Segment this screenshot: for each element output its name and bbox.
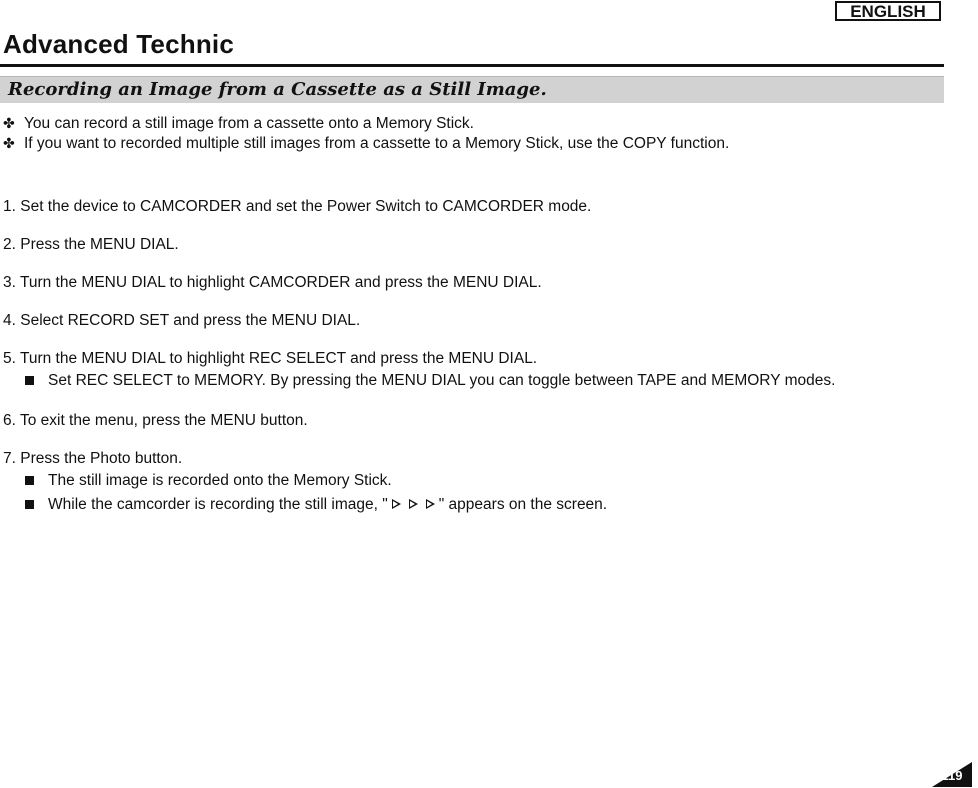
note-text: If you want to recorded multiple still images from a cassette to a Memory Stick, use the COPY function. [24,135,730,152]
sub-note [3,468,835,492]
step-4 [3,311,835,330]
note-item [3,113,729,133]
notes-list [3,113,729,153]
page-number: 119 [941,768,963,783]
cross-marker-icon: ✤ [3,115,15,131]
step-5 [3,349,835,392]
section-title: Recording an Image from a Cassette as a Still Image. [8,79,547,100]
cross-marker-icon: ✤ [3,135,15,151]
language-badge: ENGLISH [835,1,941,21]
section-header-bar [0,76,944,103]
play-triangle-icon [409,499,418,509]
step-text: 2. Press the MENU DIAL. [3,236,179,253]
step-text: 1. Set the device to CAMCORDER and set the Power Switch to CAMCORDER mode. [3,198,592,215]
step-6 [3,411,835,430]
step-1 [3,197,835,216]
sub-note-text: The still image is recorded onto the Memory Stick. [48,471,392,489]
sub-note [3,492,835,516]
note-item [3,133,729,153]
step-3 [3,273,835,292]
step-2 [3,235,835,254]
step-text: 7. Press the Photo button. [3,450,183,467]
sub-note-text: Set REC SELECT to MEMORY. By pressing the MENU DIAL you can toggle between TAPE and MEMORY modes. [48,371,836,389]
square-bullet-icon [25,500,34,509]
sub-note-text: While the camcorder is recording the still image, " [48,495,388,513]
square-bullet-icon [25,376,34,385]
title-divider [0,64,944,67]
page-title: Advanced Technic [3,29,235,59]
step-7 [3,449,835,516]
steps-list [3,197,835,516]
sub-note [3,368,835,392]
play-triangle-icon [426,499,435,509]
page-number-badge [930,758,974,788]
play-triangle-icon [392,499,401,509]
step-text: 3. Turn the MENU DIAL to highlight CAMCORDER and press the MENU DIAL. [3,274,542,291]
square-bullet-icon [25,476,34,485]
step-text: 6. To exit the menu, press the MENU button. [3,412,308,429]
sub-note-text-end: " appears on the screen. [438,495,608,513]
step-text: 5. Turn the MENU DIAL to highlight REC SELECT and press the MENU DIAL. [3,350,538,367]
note-text: You can record a still image from a cassette onto a Memory Stick. [24,115,474,132]
step-text: 4. Select RECORD SET and press the MENU DIAL. [3,312,361,329]
